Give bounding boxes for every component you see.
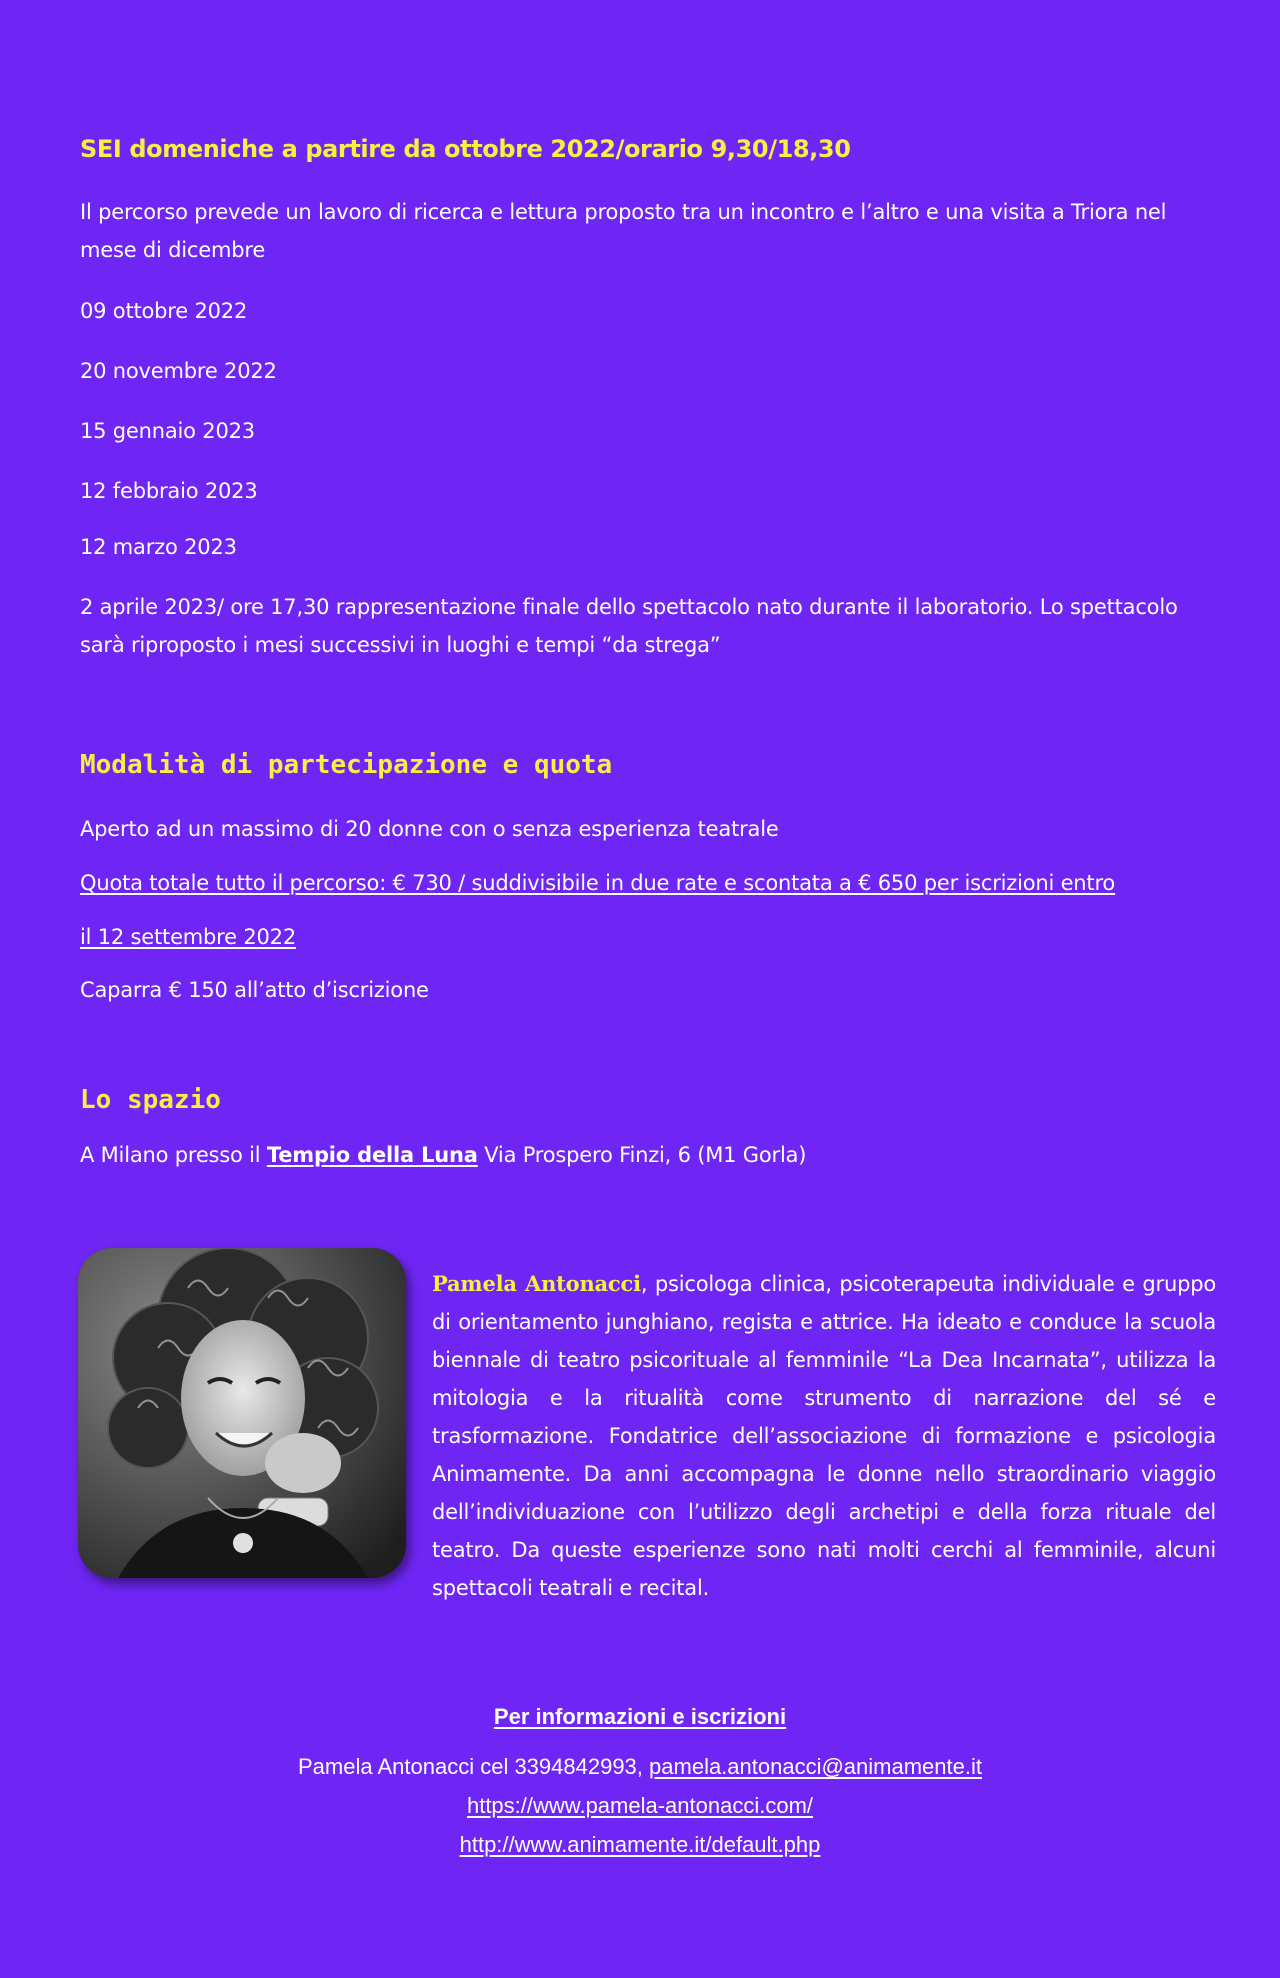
participation-capacity: Aperto ad un massimo di 20 donne con o senza esperienza teatrale [80, 817, 779, 841]
portrait-image [78, 1248, 406, 1578]
bio-paragraph [432, 1265, 1216, 1607]
space-prefix: A Milano presso il [80, 1143, 267, 1167]
participation-fee: Quota totale tutto il percorso: € 730 / suddivisibile in due rate e scontata a € 650 per iscrizioni entro [80, 871, 1116, 895]
date-5: 12 marzo 2023 [80, 535, 237, 559]
participation-deposit: Caparra € 150 all’atto d’iscrizione [80, 978, 429, 1002]
animamente-website-link[interactable]: http://www.animamente.it/default.php [459, 1832, 821, 1857]
space-heading: Lo spazio [80, 1085, 221, 1115]
pamela-website-link[interactable]: https://www.pamela-antonacci.com/ [466, 1793, 814, 1818]
bio-text: , psicologa clinica, psicoterapeuta individuale e gruppo di orientamento junghiano, regista e attrice. Ha ideato e conduce la scuola biennale di teatro psicorituale al femminile “La Dea Incarnata”, utilizza la mitologia e la ritualità come strumento di narrazione del sé e trasformazione. Fondatrice dell’associazione di formazione e psicologia Animamente. Da anni accompagna le donne nello straordinario viaggio dell’individuazione con l’utilizzo degli archetipi e della forza rituale del teatro. Da queste esperienze sono nati molti cerchi al femminile, alcuni spettacoli teatrali e recital. [432, 1272, 1216, 1600]
schedule-final: 2 aprile 2023/ ore 17,30 rappresentazione finale dello spettacolo nato durante il laboratorio. Lo spettacolo sarà riproposto i mesi successivi in luoghi e tempi “da strega” [80, 595, 1178, 657]
bio-name: Pamela Antonacci [432, 1271, 641, 1296]
participation-deadline: il 12 settembre 2022 [80, 925, 296, 949]
portrait-photo [78, 1248, 406, 1578]
contact-title-row [0, 1702, 1280, 1732]
url-row-2 [0, 1830, 1280, 1860]
contact-phone: Pamela Antonacci cel 3394842993, [297, 1754, 650, 1779]
space-suffix: Via Prospero Finzi, 6 (M1 Gorla) [477, 1143, 807, 1167]
schedule-intro: Il percorso prevede un lavoro di ricerca e lettura proposto tra un incontro e l’altro e una visita a Triora nel mese di dicembre [80, 200, 1167, 262]
schedule-heading: SEI domeniche a partire da ottobre 2022/orario 9,30/18,30 [80, 135, 851, 163]
space-line [80, 1136, 806, 1174]
contact-line [0, 1752, 1280, 1782]
email-link[interactable]: pamela.antonacci@animamente.it [649, 1754, 982, 1779]
date-2: 20 novembre 2022 [80, 359, 277, 383]
date-4: 12 febbraio 2023 [80, 479, 258, 503]
date-3: 15 gennaio 2023 [80, 419, 255, 443]
participation-heading: Modalità di partecipazione e quota [80, 750, 613, 780]
url-row-1 [0, 1791, 1280, 1821]
contact-title: Per informazioni e iscrizioni [493, 1704, 787, 1729]
date-1: 09 ottobre 2022 [80, 299, 248, 323]
tempio-della-luna-link[interactable]: Tempio della Luna [266, 1143, 478, 1167]
